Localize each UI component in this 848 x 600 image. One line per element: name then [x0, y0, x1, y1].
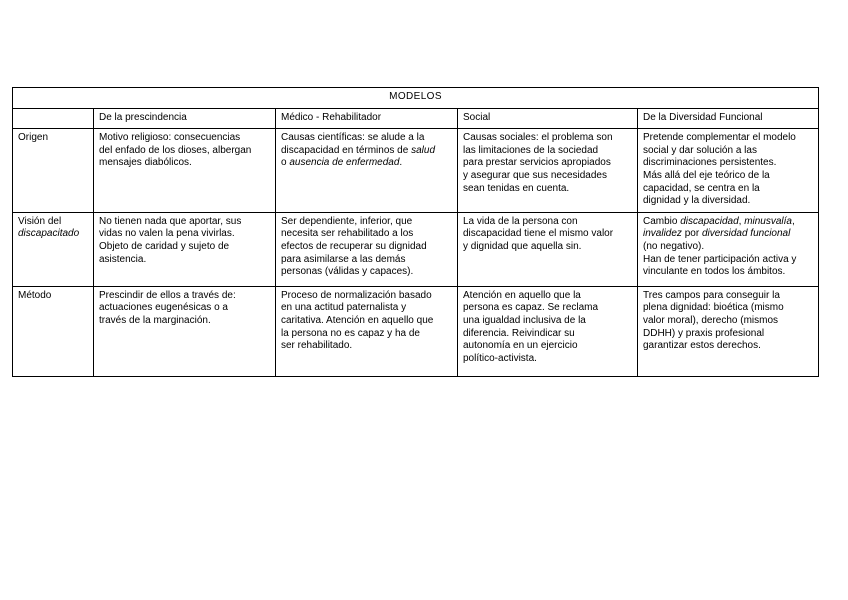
cell-line: través de la marginación.: [99, 314, 211, 326]
table-cell: [638, 129, 819, 213]
cell-italic-text: discapacidad: [680, 215, 739, 227]
title-row: [13, 88, 819, 109]
cell-line: Más allá del eje teórico de la: [643, 169, 770, 181]
cell-line: efectos de recuperar su dignidad: [281, 240, 427, 252]
cell-line: Ser dependiente, inferior, que: [281, 215, 413, 227]
cell-line: en una actitud paternalista y: [281, 302, 407, 314]
header-cell-diversidad: De la Diversidad Funcional: [638, 108, 819, 129]
cell-line: La vida de la persona con: [463, 215, 578, 227]
cell-line: persona es capaz. Se reclama: [463, 302, 599, 314]
cell-line: diferencia. Reivindicar su: [463, 327, 575, 339]
table-row: [13, 212, 819, 286]
cell-line: y dignidad que aquella sin.: [463, 240, 582, 252]
cell-text: discapacidad en términos de: [281, 144, 409, 156]
cell-line: asistencia.: [99, 253, 147, 265]
cell-line: No tienen nada que aportar, sus: [99, 215, 242, 227]
cell-text: ,: [792, 215, 795, 227]
cell-text: o: [281, 157, 287, 169]
cell-line: vidas no valen la pena vivirlas.: [99, 228, 235, 240]
table-row: [13, 286, 819, 376]
header-cell-prescindencia: De la prescindencia: [94, 108, 276, 129]
cell-text: Cambio: [643, 215, 678, 227]
cell-line: y asegurar que sus necesidades: [463, 169, 607, 181]
cell-line: Motivo religioso: consecuencias: [99, 132, 241, 144]
cell-line: plena dignidad: bioética (mismo: [643, 302, 784, 314]
cell-text: .: [399, 157, 403, 169]
cell-line: personas (válidas y capaces).: [281, 266, 414, 278]
cell-line: del enfado de los dioses, albergan: [99, 144, 252, 156]
cell-line: para prestar servicios apropiados: [463, 157, 611, 169]
cell-line: Pretende complementar el modelo: [643, 132, 796, 144]
table-cell: [276, 129, 458, 213]
cell-line: caritativa. Atención en aquello que: [281, 314, 434, 326]
cell-line: las limitaciones de la sociedad: [463, 144, 599, 156]
header-row: [13, 108, 819, 129]
cell-line: (no negativo).: [643, 240, 705, 252]
cell-line: DDHH) y praxis profesional: [643, 327, 765, 339]
table-cell: [638, 286, 819, 376]
cell-line: dignidad y la diversidad.: [643, 195, 751, 207]
cell-line: político-activista.: [463, 352, 537, 364]
table-cell: [458, 129, 638, 213]
cell-line: necesita ser rehabilitado a los: [281, 228, 414, 240]
row-label-metodo: Método: [13, 286, 94, 376]
cell-line: ser rehabilitado.: [281, 340, 353, 352]
cell-line: la persona no es capaz y ha de: [281, 327, 420, 339]
cell-line: una igualdad inclusiva de la: [463, 314, 586, 326]
cell-line: social y dar solución a las: [643, 144, 757, 156]
cell-line: actuaciones eugenésicas o a: [99, 302, 228, 314]
row-label-line: Visión del: [18, 215, 62, 227]
cell-text: por: [684, 228, 700, 240]
cell-line: Objeto de caridad y sujeto de: [99, 240, 230, 252]
row-label-vision: [13, 212, 94, 286]
cell-line: Proceso de normalización basado: [281, 289, 432, 301]
cell-italic-text: invalidez: [643, 228, 682, 240]
header-cell-social: Social: [458, 108, 638, 129]
cell-italic-text: diversidad funcional: [701, 228, 791, 240]
cell-line: [281, 145, 452, 158]
header-cell-medico: Médico - Rehabilitador: [276, 108, 458, 129]
cell-line: Han de tener participación activa y: [643, 253, 797, 265]
table-cell: [94, 286, 276, 376]
table-row: [13, 129, 819, 213]
cell-line: [281, 157, 452, 170]
cell-line: garantizar estos derechos.: [643, 340, 761, 352]
table-cell: [94, 212, 276, 286]
cell-line: Tres campos para conseguir la: [643, 289, 780, 301]
cell-line: vinculante en todos los ámbitos.: [643, 266, 786, 278]
table-cell: [276, 286, 458, 376]
table-cell: [94, 129, 276, 213]
table-cell: [458, 286, 638, 376]
cell-line: para asimilarse a las demás: [281, 253, 406, 265]
cell-line: Atención en aquello que la: [463, 289, 581, 301]
cell-line: Causas sociales: el problema son: [463, 132, 613, 144]
cell-italic-text: ausencia de enfermedad: [289, 157, 400, 169]
models-table: [12, 87, 819, 377]
cell-italic-text: salud: [411, 144, 435, 156]
cell-line: discapacidad tiene el mismo valor: [463, 228, 614, 240]
table-cell: [638, 212, 819, 286]
row-label-origen: Origen: [13, 129, 94, 213]
cell-line: sean tenidas en cuenta.: [463, 182, 570, 194]
cell-line: mensajes diabólicos.: [99, 157, 192, 169]
row-label-italic-line: discapacitado: [18, 228, 80, 240]
table-cell: [458, 212, 638, 286]
cell-line: discriminaciones persistentes.: [643, 157, 777, 169]
cell-line: Causas científicas: se alude a la: [281, 132, 425, 144]
header-cell-empty: [13, 108, 94, 129]
cell-line: Prescindir de ellos a través de:: [99, 289, 236, 301]
table-title: MODELOS: [13, 88, 819, 109]
cell-line: autonomía en un ejercicio: [463, 340, 578, 352]
cell-line: valor moral), derecho (mismos: [643, 314, 779, 326]
table-cell: [276, 212, 458, 286]
cell-text: ,: [738, 215, 742, 227]
cell-line: [643, 228, 813, 241]
cell-line: capacidad, se centra en la: [643, 182, 760, 194]
cell-italic-text: minusvalía: [744, 215, 792, 227]
cell-line: [643, 216, 813, 229]
